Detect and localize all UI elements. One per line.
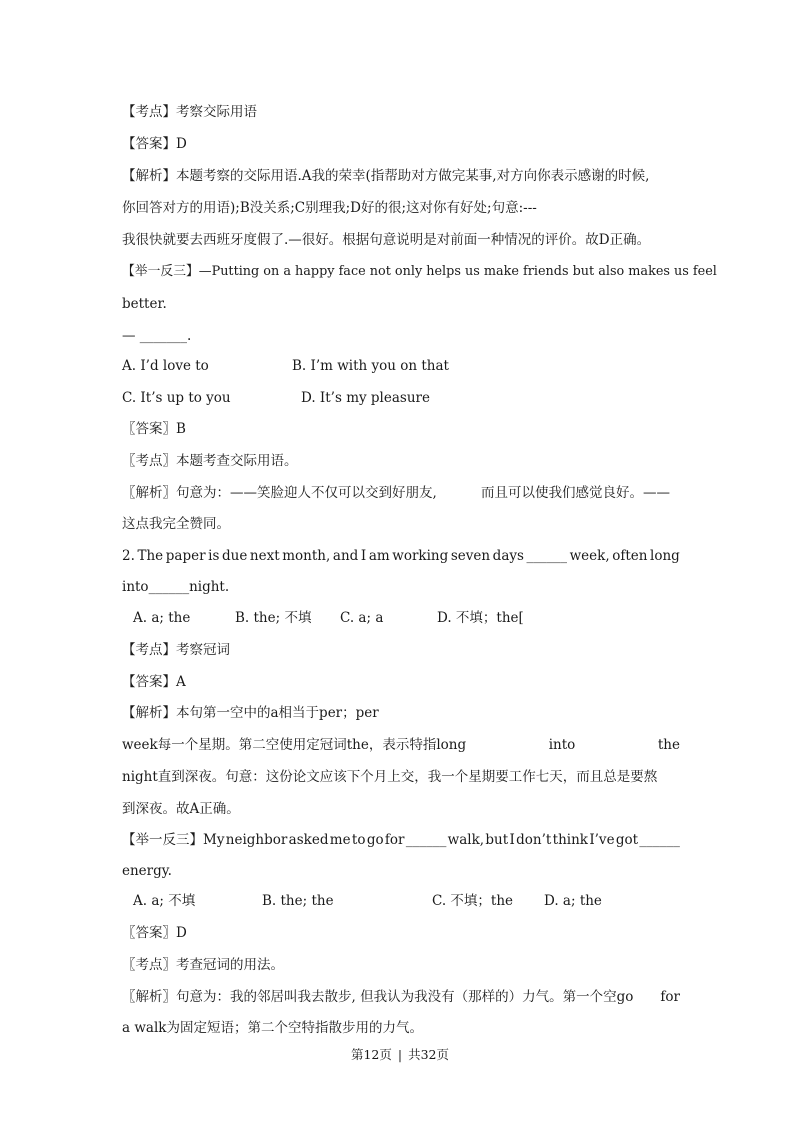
q2-practice-option-d: D. a; the: [544, 893, 602, 909]
word: me: [329, 832, 351, 848]
word: the: [657, 737, 680, 753]
page-number: 第12页: [350, 1047, 392, 1062]
word: seven: [450, 548, 491, 564]
q1-practice-kaodian: 〖考点〗本题考查交际用语。: [122, 453, 298, 469]
q2-practice-line-2: energy.: [122, 863, 172, 879]
word: is: [208, 548, 220, 564]
word: paper: [165, 548, 206, 564]
word: don’t: [516, 832, 552, 848]
q2-option-b: B. the; 不填: [235, 610, 312, 626]
q1-practice-line-2: better.: [122, 296, 167, 312]
word: long: [650, 548, 680, 564]
q2-practice-kaodian: 〖考点〗考查冠词的用法。: [122, 957, 284, 973]
q1-practice-analysis-part-b: 而且可以使我们感觉良好。——: [481, 485, 670, 501]
word: go: [366, 832, 384, 848]
word: 【举一反三】My: [122, 832, 225, 848]
word: walk,: [447, 832, 485, 848]
word: ______: [639, 832, 680, 848]
word: and: [332, 548, 359, 564]
q2-option-a: A. a; the: [133, 610, 191, 626]
q1-kaodian: 【考点】考察交际用语: [122, 104, 257, 120]
footer-separator: |: [397, 1047, 403, 1062]
q2-analysis-line-1: 【解析】本句第一空中的a相当于per；per: [122, 705, 379, 721]
q1-practice-answer: 〖答案〗B: [122, 421, 186, 437]
word: but: [485, 832, 509, 848]
q1-practice-blank: — _______.: [122, 328, 192, 344]
q1-analysis-line-1: 【解析】本题考察的交际用语.A我的荣幸(指帮助对方做完某事,对方向你表示感谢的时候,: [122, 168, 650, 184]
word: The: [137, 548, 164, 564]
q2-answer: 【答案】A: [122, 674, 186, 690]
word: neighbor: [225, 832, 288, 848]
q2-stem-line-2: into______night.: [122, 579, 230, 595]
word: month,: [282, 548, 331, 564]
word: for: [660, 989, 680, 1005]
q2-practice-option-c: C. 不填；the: [432, 893, 514, 909]
word: next: [249, 548, 280, 564]
word: think: [552, 832, 588, 848]
word: due: [222, 548, 248, 564]
page-total: 共32页: [408, 1047, 450, 1062]
word: got: [615, 832, 639, 848]
q1-analysis-line-2: 你回答对方的用语);B没关系;C别理我;D好的很;这对你有好处;句意:---: [122, 200, 537, 216]
page-footer: [0, 1046, 800, 1064]
q1-practice-analysis-part-a: 〖解析〗句意为：——笑脸迎人不仅可以交到好朋友,: [122, 485, 437, 501]
word: 〖解析〗句意为：我的邻居叫我去散步, 但我认为我没有（那样的）力气。第一个空go: [122, 989, 634, 1005]
word: into: [548, 737, 576, 753]
word: working: [392, 548, 449, 564]
q1-answer: 【答案】D: [122, 136, 187, 152]
q2-analysis-line-2: [122, 736, 680, 754]
q2-practice-analysis-line-2: a walk为固定短语；第二个空特指散步用的力气。: [122, 1020, 423, 1036]
word: ______: [405, 832, 447, 848]
q1-option-c: C. It’s up to you: [122, 390, 231, 406]
word: ______: [526, 548, 568, 564]
word: days: [492, 548, 524, 564]
q2-kaodian: 【考点】考察冠词: [122, 642, 230, 658]
word: often: [612, 548, 648, 564]
q2-practice-analysis-line-1: [122, 988, 680, 1006]
q2-practice-option-a: A. a; 不填: [133, 893, 196, 909]
q1-option-a: A. I’d love to: [122, 358, 209, 374]
q2-analysis-line-4: 到深夜。故A正确。: [122, 801, 240, 817]
word: I’ve: [589, 832, 615, 848]
word: for: [384, 832, 405, 848]
word: to: [351, 832, 366, 848]
word: asked: [288, 832, 329, 848]
q2-practice-line-1: [122, 831, 680, 849]
word: week,: [569, 548, 610, 564]
word: 2.: [122, 548, 135, 564]
q2-stem-line-1: [122, 547, 680, 565]
q2-analysis-line-3: night直到深夜。句意：这份论文应该下个月上交，我一个星期要工作七天，而且总是要熬: [122, 769, 658, 785]
word: I: [360, 548, 367, 564]
q1-practice-analysis-line-2: 这点我完全赞同。: [122, 516, 230, 532]
q1-option-b: B. I’m with you on that: [292, 358, 449, 374]
word: I: [509, 832, 515, 848]
q2-option-d: D. 不填；the[: [437, 610, 524, 626]
word: am: [368, 548, 390, 564]
q1-practice-line-1: 【举一反三】—Putting on a happy face not only helps us make friends but also makes us feel: [122, 264, 717, 279]
q2-option-c: C. a; a: [340, 610, 384, 626]
q1-analysis-line-3: 我很快就要去西班牙度假了.—很好。根据句意说明是对前面一种情况的评价。故D正确。: [122, 232, 651, 248]
q1-option-d: D. It’s my pleasure: [301, 390, 430, 406]
q2-practice-option-b: B. the; the: [262, 893, 334, 909]
word: week每一个星期。第二空使用定冠词the，表示特指long: [122, 737, 467, 753]
q2-practice-answer: 〖答案〗D: [122, 925, 187, 941]
